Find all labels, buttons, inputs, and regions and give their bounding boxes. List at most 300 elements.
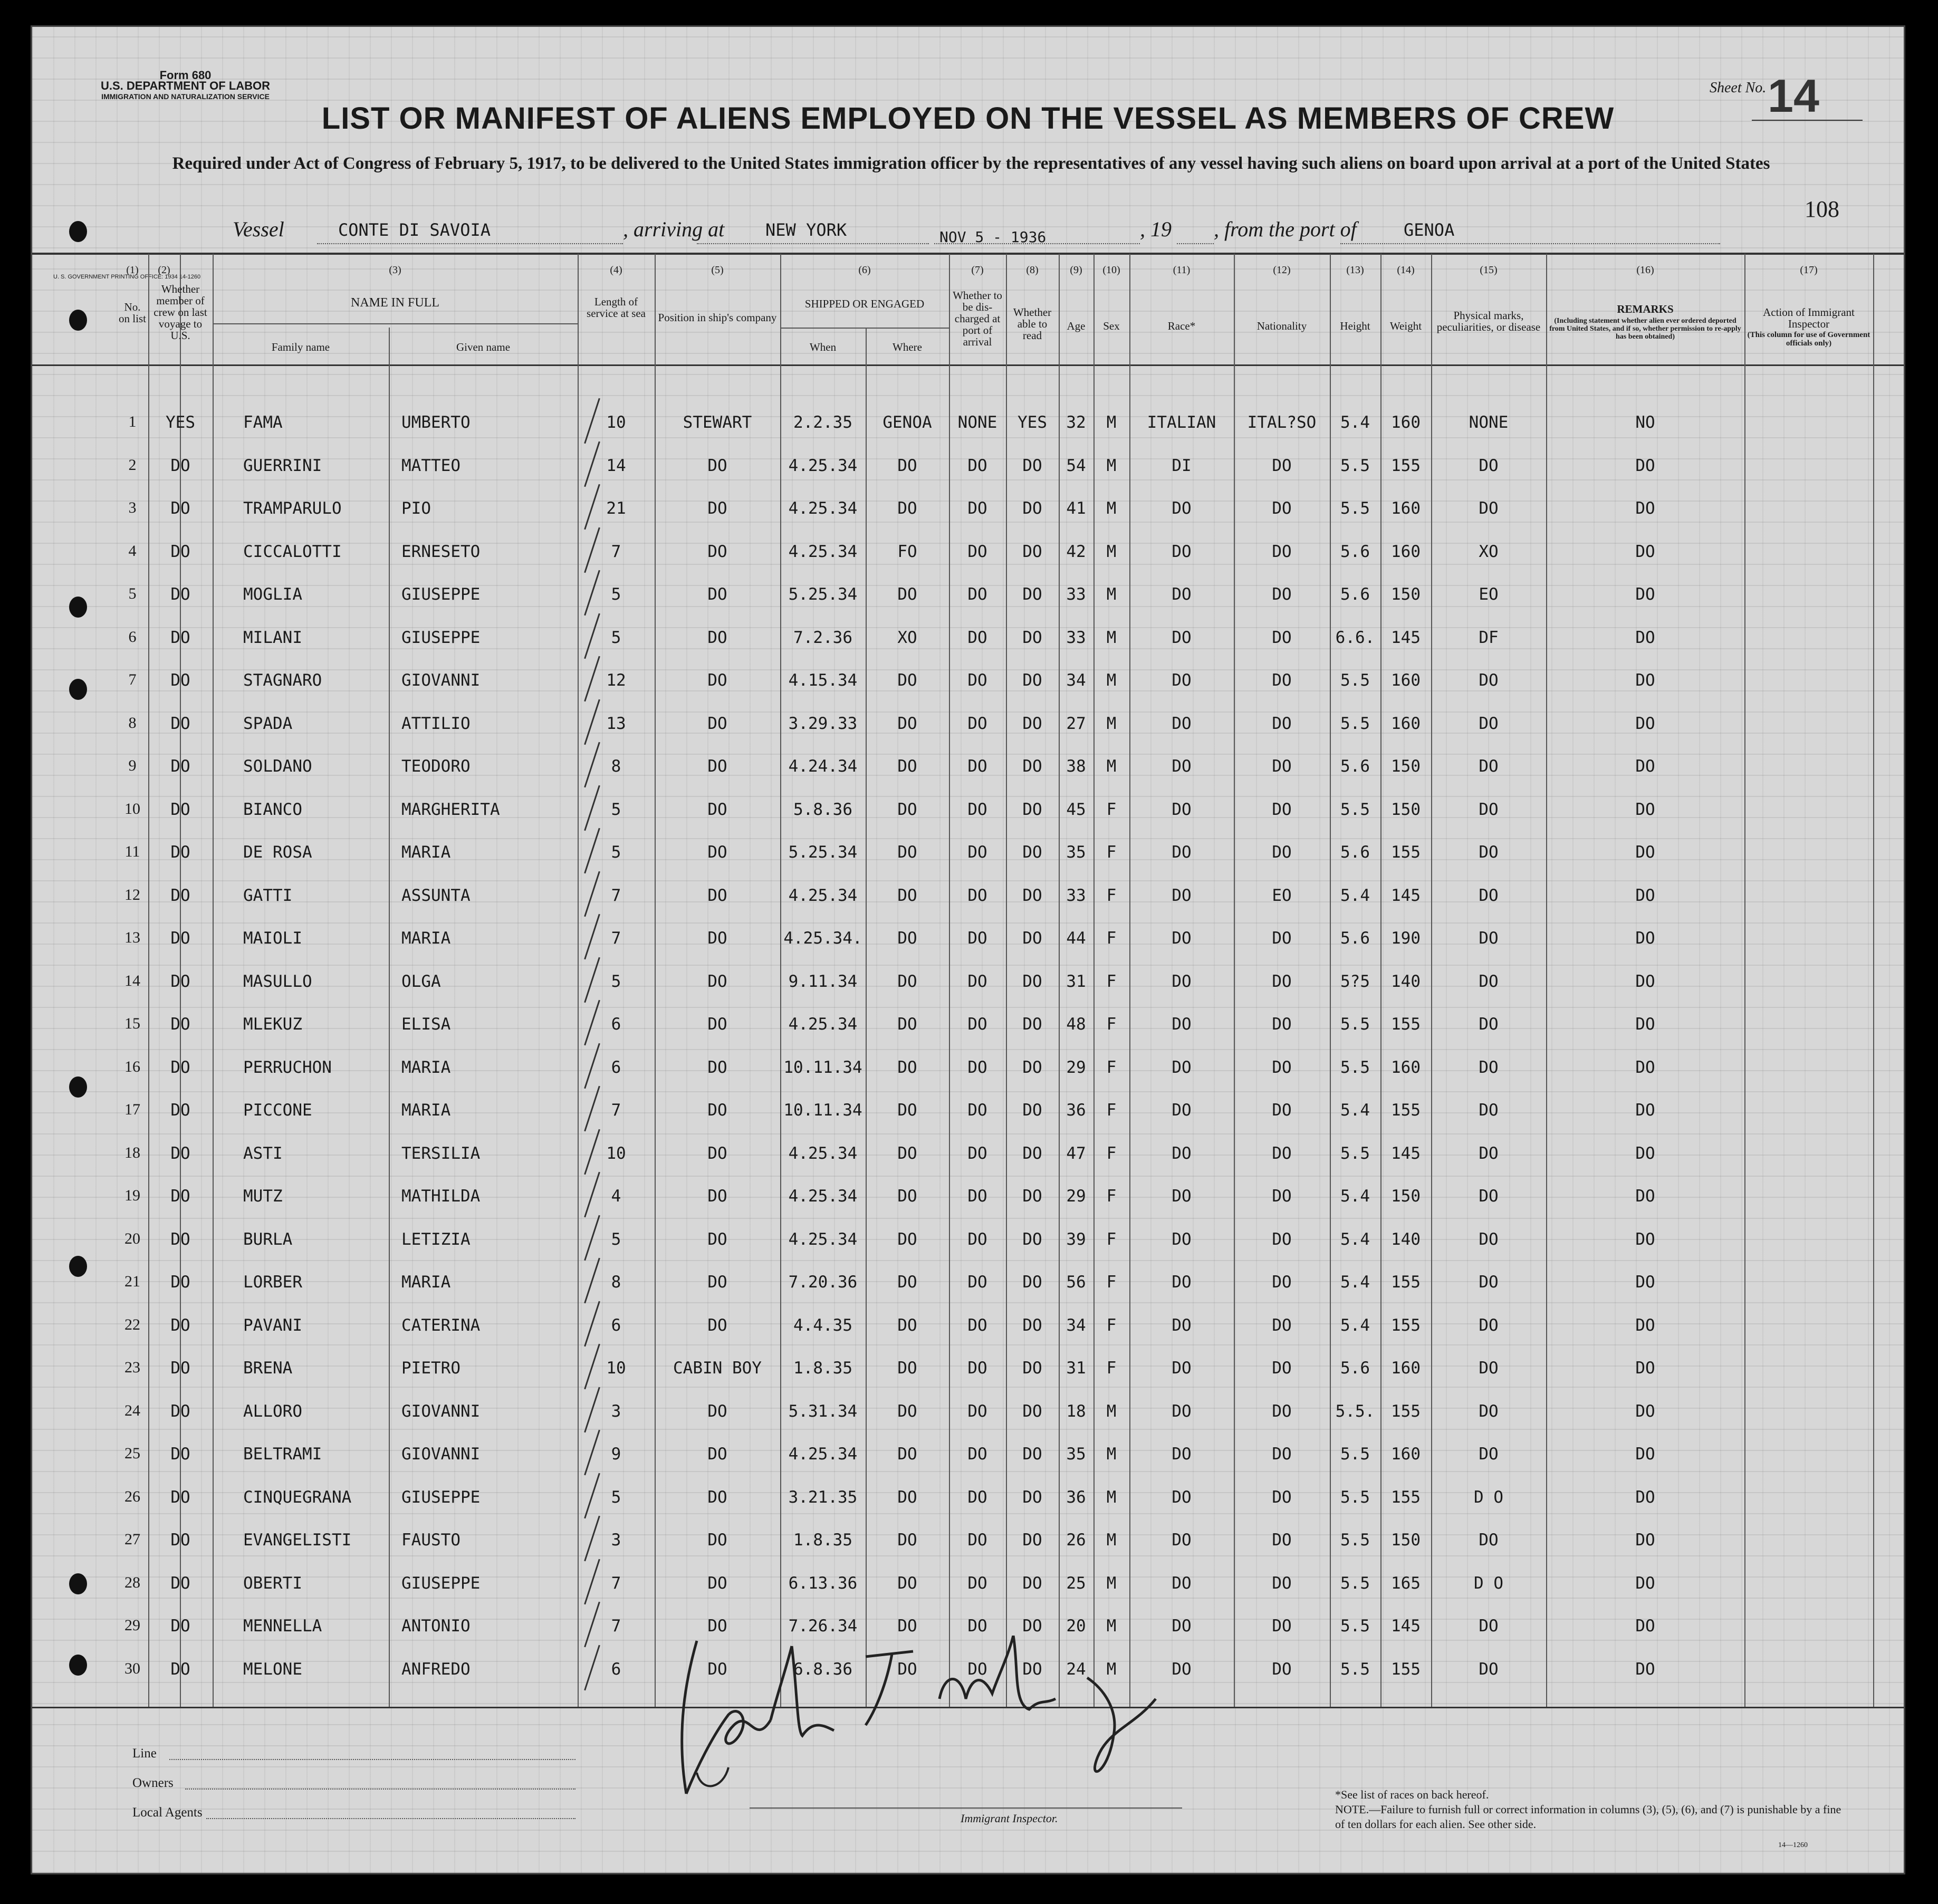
weight-cell: 160 xyxy=(1391,542,1421,561)
shipped-when-cell: 3.29.33 xyxy=(788,714,858,733)
given-name-cell: MARIA xyxy=(401,929,451,948)
last-voyage-cell: DO xyxy=(170,628,190,647)
discharged-cell: DO xyxy=(967,1401,987,1421)
shipped-where-cell: DO xyxy=(897,1359,917,1378)
length-of-service-cell: 12 xyxy=(606,671,626,690)
nationality-cell: DO xyxy=(1272,929,1292,948)
position-cell: DO xyxy=(707,671,727,690)
position-cell: DO xyxy=(707,800,727,819)
discharged-cell: DO xyxy=(967,585,987,604)
position-cell: STEWART xyxy=(683,413,752,432)
row-number: 5 xyxy=(128,585,137,602)
last-voyage-cell: DO xyxy=(170,1487,190,1507)
column-number: (17) xyxy=(1800,264,1818,276)
remarks-cell: DO xyxy=(1635,886,1655,905)
position-cell: DO xyxy=(707,1273,727,1292)
shipped-where-cell: DO xyxy=(897,1057,917,1077)
length-of-service-cell: 5 xyxy=(611,585,621,604)
family-name-cell: MOGLIA xyxy=(243,585,302,604)
able-to-read-cell: DO xyxy=(1022,585,1042,604)
height-cell: 5.4 xyxy=(1340,413,1370,432)
row-number: 16 xyxy=(124,1057,140,1075)
remarks-cell: DO xyxy=(1635,843,1655,862)
length-of-service-cell: 21 xyxy=(606,499,626,518)
sex-cell: F xyxy=(1106,1101,1117,1120)
race-cell: DO xyxy=(1172,1315,1192,1335)
race-cell: DO xyxy=(1172,1401,1192,1421)
nationality-cell: DO xyxy=(1272,972,1292,991)
length-of-service-cell: 10 xyxy=(606,1143,626,1163)
position-cell: DO xyxy=(707,1531,727,1550)
physical-marks-cell: DO xyxy=(1479,499,1499,518)
discharged-cell: DO xyxy=(967,800,987,819)
remarks-cell: DO xyxy=(1635,1401,1655,1421)
length-of-service-cell: 3 xyxy=(611,1401,621,1421)
length-of-service-cell: 10 xyxy=(606,1359,626,1378)
last-voyage-cell: DO xyxy=(170,843,190,862)
given-name-cell: LETIZIA xyxy=(401,1229,471,1249)
row-number: 25 xyxy=(124,1445,140,1462)
height-cell: 5.5 xyxy=(1340,1617,1370,1636)
able-to-read-cell: DO xyxy=(1022,843,1042,862)
from-underline xyxy=(1340,243,1720,244)
given-name-cell: GIUSEPPE xyxy=(401,1573,481,1593)
able-to-read-cell: YES xyxy=(1018,413,1047,432)
family-name-cell: BELTRAMI xyxy=(243,1445,322,1464)
able-to-read-cell: DO xyxy=(1022,1401,1042,1421)
row-number: 21 xyxy=(124,1273,140,1290)
age-cell: 41 xyxy=(1066,499,1086,518)
service-name: IMMIGRATION AND NATURALIZATION SERVICE xyxy=(101,92,270,101)
age-cell: 39 xyxy=(1066,1229,1086,1249)
physical-marks-cell: DO xyxy=(1479,1057,1499,1077)
physical-marks-cell: DO xyxy=(1479,1143,1499,1163)
shipped-when-cell: 6.8.36 xyxy=(793,1659,852,1679)
row-number: 30 xyxy=(124,1659,140,1677)
row-number: 19 xyxy=(124,1187,140,1204)
given-name-cell: ANFREDO xyxy=(401,1659,471,1679)
shipped-when-cell: 2.2.35 xyxy=(793,413,852,432)
sex-cell: F xyxy=(1106,1143,1117,1163)
length-of-service-cell: 5 xyxy=(611,843,621,862)
age-cell: 54 xyxy=(1066,456,1086,475)
remarks-cell: DO xyxy=(1635,1187,1655,1206)
family-name-cell: FAMA xyxy=(243,413,283,432)
header-able-to-read: Whether able to read xyxy=(1013,306,1052,342)
from-label: , from the port of xyxy=(1214,217,1357,241)
shipped-when-cell: 4.4.35 xyxy=(793,1315,852,1335)
age-cell: 34 xyxy=(1066,1315,1086,1335)
height-cell: 5.6 xyxy=(1340,843,1370,862)
position-cell: DO xyxy=(707,1445,727,1464)
race-cell: DO xyxy=(1172,628,1192,647)
length-of-service-cell: 13 xyxy=(606,714,626,733)
shipped-where-cell: DO xyxy=(897,456,917,475)
given-name-cell: MATTEO xyxy=(401,456,460,475)
race-cell: DO xyxy=(1172,1359,1192,1378)
header-discharged: Whether to be dis-charged at port of arrival xyxy=(953,289,1002,348)
family-name-cell: STAGNARO xyxy=(243,671,322,690)
weight-cell: 145 xyxy=(1391,1143,1421,1163)
position-cell: DO xyxy=(707,1143,727,1163)
height-cell: 5.5 xyxy=(1340,1057,1370,1077)
able-to-read-cell: DO xyxy=(1022,1445,1042,1464)
shipped-when-cell: 4.25.34 xyxy=(788,1229,858,1249)
sex-cell: M xyxy=(1106,1573,1117,1593)
last-voyage-cell: DO xyxy=(170,972,190,991)
able-to-read-cell: DO xyxy=(1022,929,1042,948)
row-number: 14 xyxy=(124,972,140,989)
able-to-read-cell: DO xyxy=(1022,499,1042,518)
header-name-in-full: NAME IN FULL xyxy=(351,296,439,310)
remarks-cell: DO xyxy=(1635,499,1655,518)
shipped-where-cell: GENOA xyxy=(882,413,932,432)
age-cell: 36 xyxy=(1066,1101,1086,1120)
length-of-service-cell: 14 xyxy=(606,456,626,475)
sex-cell: M xyxy=(1106,499,1117,518)
position-cell: DO xyxy=(707,1187,727,1206)
able-to-read-cell: DO xyxy=(1022,1187,1042,1206)
physical-marks-cell: DO xyxy=(1479,1229,1499,1249)
table-row xyxy=(32,922,1904,965)
table-row xyxy=(32,579,1904,621)
vessel-name: CONTE DI SAVOIA xyxy=(338,220,491,240)
column-number: (2) xyxy=(158,264,170,276)
weight-cell: 155 xyxy=(1391,1487,1421,1507)
remarks-cell: NO xyxy=(1635,413,1655,432)
nationality-cell: DO xyxy=(1272,628,1292,647)
table-row xyxy=(32,1396,1904,1438)
shipped-where-cell: DO xyxy=(897,585,917,604)
weight-cell: 145 xyxy=(1391,628,1421,647)
table-row xyxy=(32,1568,1904,1610)
length-of-service-cell: 9 xyxy=(611,1445,621,1464)
table-row xyxy=(32,536,1904,578)
row-number: 15 xyxy=(124,1015,140,1032)
race-cell: DO xyxy=(1172,1273,1192,1292)
date-underline xyxy=(934,243,1140,244)
weight-cell: 160 xyxy=(1391,1359,1421,1378)
family-name-cell: SPADA xyxy=(243,714,293,733)
race-cell: DO xyxy=(1172,1143,1192,1163)
height-cell: 5.6 xyxy=(1340,1359,1370,1378)
able-to-read-cell: DO xyxy=(1022,628,1042,647)
shipped-when-cell: 5.25.34 xyxy=(788,843,858,862)
nationality-cell: DO xyxy=(1272,1015,1292,1034)
race-cell: DO xyxy=(1172,1531,1192,1550)
family-name-cell: SOLDANO xyxy=(243,757,312,776)
weight-cell: 155 xyxy=(1391,843,1421,862)
height-cell: 5.5 xyxy=(1340,1573,1370,1593)
shipped-where-cell: DO xyxy=(897,1101,917,1120)
race-cell: DO xyxy=(1172,843,1192,862)
last-voyage-cell: DO xyxy=(170,757,190,776)
given-name-cell: ANTONIO xyxy=(401,1617,471,1636)
weight-cell: 155 xyxy=(1391,1315,1421,1335)
last-voyage-cell: DO xyxy=(170,1187,190,1206)
manifest-sheet xyxy=(31,25,1905,1874)
age-cell: 42 xyxy=(1066,542,1086,561)
page-subtitle: Required under Act of Congress of February 5, 1917, to be delivered to the United States immigration officer by the representatives of any vessel having such aliens on board upon arrival at a port of the United States xyxy=(172,154,1770,173)
given-name-cell: ELISA xyxy=(401,1015,451,1034)
nationality-cell: DO xyxy=(1272,1229,1292,1249)
nationality-cell: EO xyxy=(1272,886,1292,905)
race-cell: DO xyxy=(1172,757,1192,776)
column-number: (9) xyxy=(1070,264,1082,276)
length-of-service-cell: 7 xyxy=(611,886,621,905)
weight-cell: 145 xyxy=(1391,1617,1421,1636)
discharged-cell: DO xyxy=(967,1015,987,1034)
height-cell: 5.5 xyxy=(1340,1487,1370,1507)
able-to-read-cell: DO xyxy=(1022,714,1042,733)
age-cell: 29 xyxy=(1066,1057,1086,1077)
owners-underline xyxy=(185,1788,575,1790)
row-number: 17 xyxy=(124,1101,140,1118)
height-cell: 5.4 xyxy=(1340,1101,1370,1120)
weight-cell: 160 xyxy=(1391,1057,1421,1077)
last-voyage-cell: DO xyxy=(170,1445,190,1464)
physical-marks-cell: D O xyxy=(1474,1573,1503,1593)
row-number: 18 xyxy=(124,1143,140,1161)
race-cell: DO xyxy=(1172,1659,1192,1679)
row-number: 27 xyxy=(124,1531,140,1548)
sex-cell: F xyxy=(1106,1229,1117,1249)
sex-cell: M xyxy=(1106,413,1117,432)
remarks-cell: DO xyxy=(1635,929,1655,948)
arriving-label: , arriving at xyxy=(623,217,725,241)
length-of-service-cell: 7 xyxy=(611,1101,621,1120)
discharged-cell: DO xyxy=(967,843,987,862)
shipped-where-cell: FO xyxy=(897,542,917,561)
sex-cell: M xyxy=(1106,1659,1117,1679)
last-voyage-cell: DO xyxy=(170,1617,190,1636)
age-cell: 34 xyxy=(1066,671,1086,690)
able-to-read-cell: DO xyxy=(1022,671,1042,690)
discharged-cell: DO xyxy=(967,886,987,905)
weight-cell: 150 xyxy=(1391,757,1421,776)
column-number: (12) xyxy=(1273,264,1291,276)
last-voyage-cell: DO xyxy=(170,1101,190,1120)
given-name-cell: ATTILIO xyxy=(401,714,471,733)
shipped-where-cell: DO xyxy=(897,1273,917,1292)
age-cell: 31 xyxy=(1066,1359,1086,1378)
year-label: , 19 xyxy=(1140,217,1172,241)
race-cell: ITALIAN xyxy=(1147,413,1216,432)
height-cell: 5.5. xyxy=(1335,1401,1375,1421)
weight-cell: 155 xyxy=(1391,1401,1421,1421)
nationality-cell: DO xyxy=(1272,1315,1292,1335)
column-number: (16) xyxy=(1636,264,1654,276)
table-row xyxy=(32,966,1904,1008)
physical-marks-cell: DO xyxy=(1479,929,1499,948)
header-action-of-inspector: Action of Immigrant Inspector xyxy=(1763,306,1855,330)
sex-cell: F xyxy=(1106,1359,1117,1378)
remarks-cell: DO xyxy=(1635,1573,1655,1593)
able-to-read-cell: DO xyxy=(1022,1531,1042,1550)
age-cell: 33 xyxy=(1066,585,1086,604)
remarks-cell: DO xyxy=(1635,1101,1655,1120)
shipped-where-cell: DO xyxy=(897,1573,917,1593)
shipped-where-cell: DO xyxy=(897,886,917,905)
sex-cell: F xyxy=(1106,1273,1117,1292)
race-cell: DO xyxy=(1172,499,1192,518)
races-note: *See list of races on back hereof. xyxy=(1335,1788,1489,1801)
able-to-read-cell: DO xyxy=(1022,972,1042,991)
able-to-read-cell: DO xyxy=(1022,1057,1042,1077)
family-name-cell: PICCONE xyxy=(243,1101,312,1120)
shipped-when-cell: 3.21.35 xyxy=(788,1487,858,1507)
table-row xyxy=(32,751,1904,793)
table-row xyxy=(32,1524,1904,1566)
race-cell: DO xyxy=(1172,1057,1192,1077)
position-cell: DO xyxy=(707,1101,727,1120)
position-cell: CABIN BOY xyxy=(673,1359,762,1378)
shipped-where-cell: DO xyxy=(897,1229,917,1249)
form-code: 14—1260 xyxy=(1778,1841,1808,1849)
shipped-where-cell: DO xyxy=(897,1143,917,1163)
row-number: 4 xyxy=(128,542,137,560)
age-cell: 18 xyxy=(1066,1401,1086,1421)
discharged-cell: DO xyxy=(967,1617,987,1636)
shipped-when-cell: 7.20.36 xyxy=(788,1273,858,1292)
race-cell: DI xyxy=(1172,456,1192,475)
shipped-where-cell: DO xyxy=(897,1015,917,1034)
table-top-border xyxy=(32,253,1904,255)
weight-cell: 155 xyxy=(1391,1015,1421,1034)
shipped-when-cell: 4.25.34 xyxy=(788,886,858,905)
family-name-cell: GUERRINI xyxy=(243,456,322,475)
last-voyage-cell: DO xyxy=(170,1531,190,1550)
physical-marks-cell: DF xyxy=(1479,628,1499,647)
family-name-cell: MENNELLA xyxy=(243,1617,322,1636)
punch-hole xyxy=(69,221,87,242)
table-row xyxy=(32,708,1904,750)
position-cell: DO xyxy=(707,1659,727,1679)
weight-cell: 155 xyxy=(1391,1659,1421,1679)
remarks-cell: DO xyxy=(1635,671,1655,690)
nationality-cell: DO xyxy=(1272,843,1292,862)
given-name-cell: UMBERTO xyxy=(401,413,471,432)
shipped-when-cell: 7.26.34 xyxy=(788,1617,858,1636)
height-cell: 5.5 xyxy=(1340,1659,1370,1679)
given-name-cell: FAUSTO xyxy=(401,1531,460,1550)
race-cell: DO xyxy=(1172,1101,1192,1120)
printing-office: U. S. GOVERNMENT PRINTING OFFICE: 1934 14-1260 xyxy=(53,274,201,280)
year-underline xyxy=(1177,243,1214,244)
weight-cell: 190 xyxy=(1391,929,1421,948)
header-age: Age xyxy=(1067,320,1086,332)
table-row xyxy=(32,1310,1904,1352)
header-race: Race* xyxy=(1167,320,1196,332)
given-name-cell: ASSUNTA xyxy=(401,886,471,905)
sex-cell: M xyxy=(1106,671,1117,690)
family-name-cell: CINQUEGRANA xyxy=(243,1487,352,1507)
position-cell: DO xyxy=(707,886,727,905)
length-of-service-cell: 7 xyxy=(611,929,621,948)
table-row xyxy=(32,1482,1904,1524)
remarks-cell: DO xyxy=(1635,542,1655,561)
last-voyage-cell: DO xyxy=(170,886,190,905)
position-cell: DO xyxy=(707,714,727,733)
last-voyage-cell: DO xyxy=(170,1659,190,1679)
nationality-cell: DO xyxy=(1272,499,1292,518)
weight-cell: 150 xyxy=(1391,585,1421,604)
last-voyage-cell: DO xyxy=(170,585,190,604)
shipped-when-cell: 10.11.34 xyxy=(783,1101,862,1120)
family-name-cell: MELONE xyxy=(243,1659,302,1679)
remarks-cell: DO xyxy=(1635,1487,1655,1507)
row-number: 6 xyxy=(128,628,137,646)
page-title: LIST OR MANIFEST OF ALIENS EMPLOYED ON THE VESSEL AS MEMBERS OF CREW xyxy=(321,101,1615,136)
nationality-cell: DO xyxy=(1272,1659,1292,1679)
family-name-cell: MILANI xyxy=(243,628,302,647)
height-cell: 5.5 xyxy=(1340,1143,1370,1163)
table-row xyxy=(32,794,1904,836)
given-name-cell: CATERINA xyxy=(401,1315,481,1335)
shipped-where-cell: DO xyxy=(897,1445,917,1464)
shipped-when-cell: 10.11.34 xyxy=(783,1057,862,1077)
age-cell: 48 xyxy=(1066,1015,1086,1034)
given-name-cell: GIOVANNI xyxy=(401,1401,481,1421)
header-no-on-list: No. on list xyxy=(119,301,146,325)
discharged-cell: DO xyxy=(967,1101,987,1120)
given-name-cell: TERSILIA xyxy=(401,1143,481,1163)
weight-cell: 155 xyxy=(1391,1273,1421,1292)
physical-marks-cell: DO xyxy=(1479,1315,1499,1335)
sex-cell: M xyxy=(1106,714,1117,733)
discharged-cell: DO xyxy=(967,1659,987,1679)
discharged-cell: DO xyxy=(967,757,987,776)
position-cell: DO xyxy=(707,1401,727,1421)
remarks-cell: DO xyxy=(1635,585,1655,604)
physical-marks-cell: DO xyxy=(1479,1401,1499,1421)
sex-cell: M xyxy=(1106,1487,1117,1507)
physical-marks-cell: DO xyxy=(1479,671,1499,690)
race-cell: DO xyxy=(1172,671,1192,690)
position-cell: DO xyxy=(707,1015,727,1034)
able-to-read-cell: DO xyxy=(1022,886,1042,905)
name-header-divider xyxy=(213,323,578,324)
shipped-when-cell: 5.25.34 xyxy=(788,585,858,604)
last-voyage-cell: DO xyxy=(170,456,190,475)
inspector-signature-line xyxy=(750,1807,1182,1809)
last-voyage-cell: DO xyxy=(170,1057,190,1077)
sex-cell: M xyxy=(1106,1401,1117,1421)
family-name-cell: BRENA xyxy=(243,1359,293,1378)
nationality-cell: DO xyxy=(1272,1057,1292,1077)
column-number: (10) xyxy=(1102,264,1120,276)
age-cell: 44 xyxy=(1066,929,1086,948)
height-cell: 5.6 xyxy=(1340,757,1370,776)
able-to-read-cell: DO xyxy=(1022,1015,1042,1034)
weight-cell: 165 xyxy=(1391,1573,1421,1593)
discharged-cell: DO xyxy=(967,456,987,475)
weight-cell: 150 xyxy=(1391,800,1421,819)
last-voyage-cell: DO xyxy=(170,1315,190,1335)
physical-marks-cell: DO xyxy=(1479,886,1499,905)
row-number: 10 xyxy=(124,800,140,818)
age-cell: 31 xyxy=(1066,972,1086,991)
physical-marks-cell: DO xyxy=(1479,1187,1499,1206)
position-cell: DO xyxy=(707,1617,727,1636)
table-row xyxy=(32,493,1904,535)
height-cell: 5.6 xyxy=(1340,929,1370,948)
discharged-cell: DO xyxy=(967,1359,987,1378)
family-name-cell: PAVANI xyxy=(243,1315,302,1335)
row-number: 24 xyxy=(124,1401,140,1419)
discharged-cell: DO xyxy=(967,628,987,647)
length-of-service-cell: 5 xyxy=(611,972,621,991)
